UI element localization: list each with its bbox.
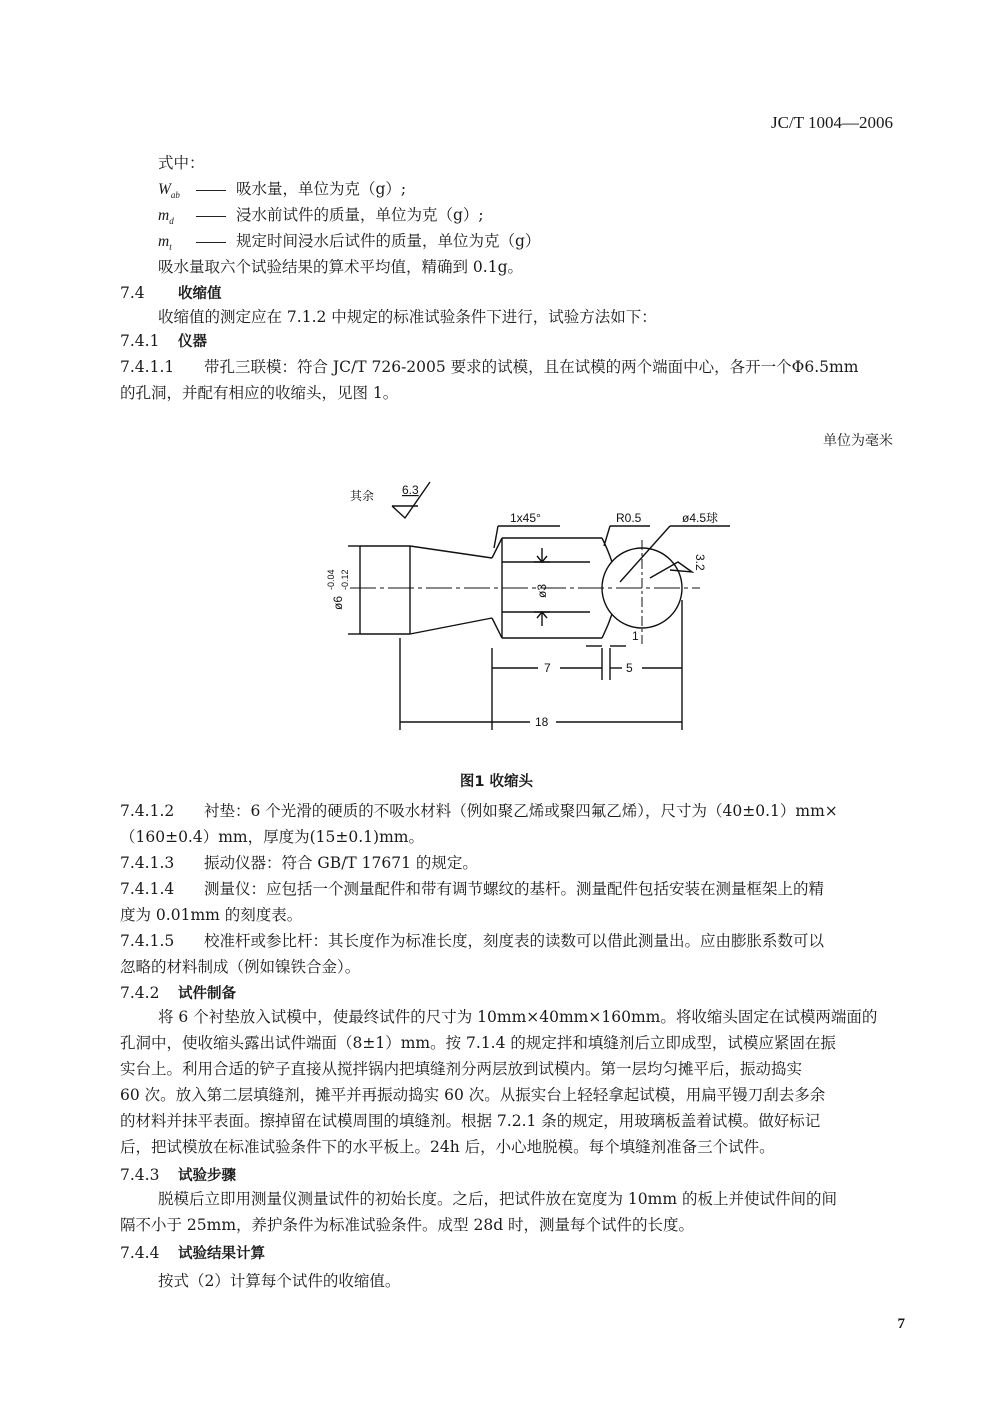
var-row-mt <box>158 230 540 258</box>
dim-18: 18 <box>535 715 549 729</box>
var-symbol: $m_t$ <box>158 233 172 253</box>
neck-diameter-label: ø3 <box>535 583 549 598</box>
page-number: 7 <box>897 1316 905 1332</box>
shrink-head-drawing <box>320 470 740 760</box>
surface-value: 6.3 <box>402 483 419 497</box>
var-desc: 吸水量，单位为克（g）; <box>236 180 407 198</box>
section-7-4-heading: 7.4 收缩值 <box>120 284 222 302</box>
tolerance-lower: -0.12 <box>340 569 350 590</box>
var-row-md <box>158 204 484 232</box>
section-7-4-3-heading: 7.4.3 试验步骤 <box>120 1166 236 1184</box>
var-desc: 规定时间浸水后试件的质量，单位为克（g） <box>236 232 541 250</box>
ball-roughness-label: 3.2 <box>693 554 707 571</box>
standard-code: JC/T 1004—2006 <box>770 113 893 132</box>
formula-note: 吸水量取六个试验结果的算术平均值，精确到 0.1g。 <box>158 258 524 276</box>
surface-label: 其余 <box>350 489 375 503</box>
formula-intro: 式中： <box>158 154 205 172</box>
dim-1: 1 <box>632 629 639 643</box>
ball-label: ø4.5球 <box>682 511 719 525</box>
section-7-4-2-line: 60 次。放入第二层填缝剂，摊平并再振动捣实 60 次。从振实台上轻轻拿起试模，用扁平镘刀刮去多余 <box>120 1086 826 1104</box>
section-7-4-1-2-line1: 7.4.1.2 衬垫：6 个光滑的硬质的不吸水材料（例如聚乙烯或聚四氟乙烯），尺寸为（40±0.1）mm× <box>120 802 838 820</box>
section-7-4-2-line: 孔洞中，使收缩头露出试件端面（8±1）mm。按 7.1.4 的规定拌和填缝剂后立即成型，试模应紧固在振 <box>120 1034 836 1052</box>
figure-caption: 图1 收缩头 <box>459 774 534 790</box>
section-7-4-text: 收缩值的测定应在 7.1.2 中规定的标准试验条件下进行，试验方法如下： <box>158 308 657 326</box>
section-7-4-1-5-line2: 忽略的材料制成（例如镍铁合金）。 <box>120 958 361 976</box>
section-7-4-1-5-line1: 7.4.1.5 校准杆或参比杆：其长度作为标准长度，刻度表的读数可以借此测量出。应由膨胀系数可以 <box>120 932 825 950</box>
section-7-4-3-line: 隔不小于 25mm，养护条件为标准试验条件。成型 28d 时，测量每个试件的长度。 <box>120 1216 695 1234</box>
section-7-4-2-line: 将 6 个衬垫放入试模中，使最终试件的尺寸为 10mm×40mm×160mm。将收缩头固定在试模两端面的 <box>158 1008 878 1026</box>
section-7-4-2-line: 实台上。利用合适的铲子直接从搅拌锅内把填缝剂分两层放到试模内。第一层均匀摊平后，振动捣实 <box>120 1060 803 1078</box>
section-7-4-1-4-line1: 7.4.1.4 测量仪：应包括一个测量配件和带有调节螺纹的基杆。测量配件包括安装在测量框架上的精 <box>120 880 825 898</box>
dim-5: 5 <box>626 661 633 675</box>
var-symbol: $W_{ab}$ <box>158 181 180 201</box>
var-row-wab <box>158 178 406 206</box>
section-7-4-1-4-line2: 度为 0.01mm 的刻度表。 <box>120 906 303 924</box>
chamfer-label: 1x45° <box>510 511 541 525</box>
section-7-4-2-line: 的材料并抹平表面。擦掉留在试模周围的填缝剂。根据 7.2.1 条的规定，用玻璃板盖着试模。做好标记 <box>120 1112 821 1130</box>
section-7-4-1-2-line2: （160±0.4）mm，厚度为(15±0.1)mm。 <box>120 828 424 846</box>
section-7-4-4-text: 按式（2）计算每个试件的收缩值。 <box>158 1272 401 1290</box>
section-7-4-1-heading: 7.4.1 仪器 <box>120 332 207 350</box>
figure-labels <box>326 483 718 729</box>
main-diameter-label: ø6 <box>331 595 345 610</box>
tolerance-upper: -0.04 <box>326 569 336 590</box>
section-7-4-3-line: 脱模后立即用测量仪测量试件的初始长度。之后，把试件放在宽度为 10mm 的板上并使试件间的间 <box>158 1190 837 1208</box>
units-note: 单位为毫米 <box>823 433 893 449</box>
section-7-4-2-heading: 7.4.2 试件制备 <box>120 984 236 1002</box>
section-7-4-1-1-line1: 7.4.1.1 带孔三联模：符合 JC/T 726-2005 要求的试模，且在试模的两个端面中心，各开一个Φ6.5mm <box>120 358 859 376</box>
section-7-4-1-3: 7.4.1.3 振动仪器：符合 GB/T 17671 的规定。 <box>120 854 478 872</box>
section-7-4-4-heading: 7.4.4 试验结果计算 <box>120 1244 265 1262</box>
var-symbol: $m_d$ <box>158 207 174 227</box>
section-7-4-1-1-line2: 的孔洞，并配有相应的收缩头，见图 1。 <box>120 384 399 402</box>
var-desc: 浸水前试件的质量，单位为克（g）; <box>236 206 484 224</box>
radius-label: R0.5 <box>616 511 642 525</box>
section-7-4-2-line: 后，把试模放在标准试验条件下的水平板上。24h 后，小心地脱模。每个填缝剂准备三个试件。 <box>120 1138 775 1156</box>
dim-7: 7 <box>544 661 551 675</box>
